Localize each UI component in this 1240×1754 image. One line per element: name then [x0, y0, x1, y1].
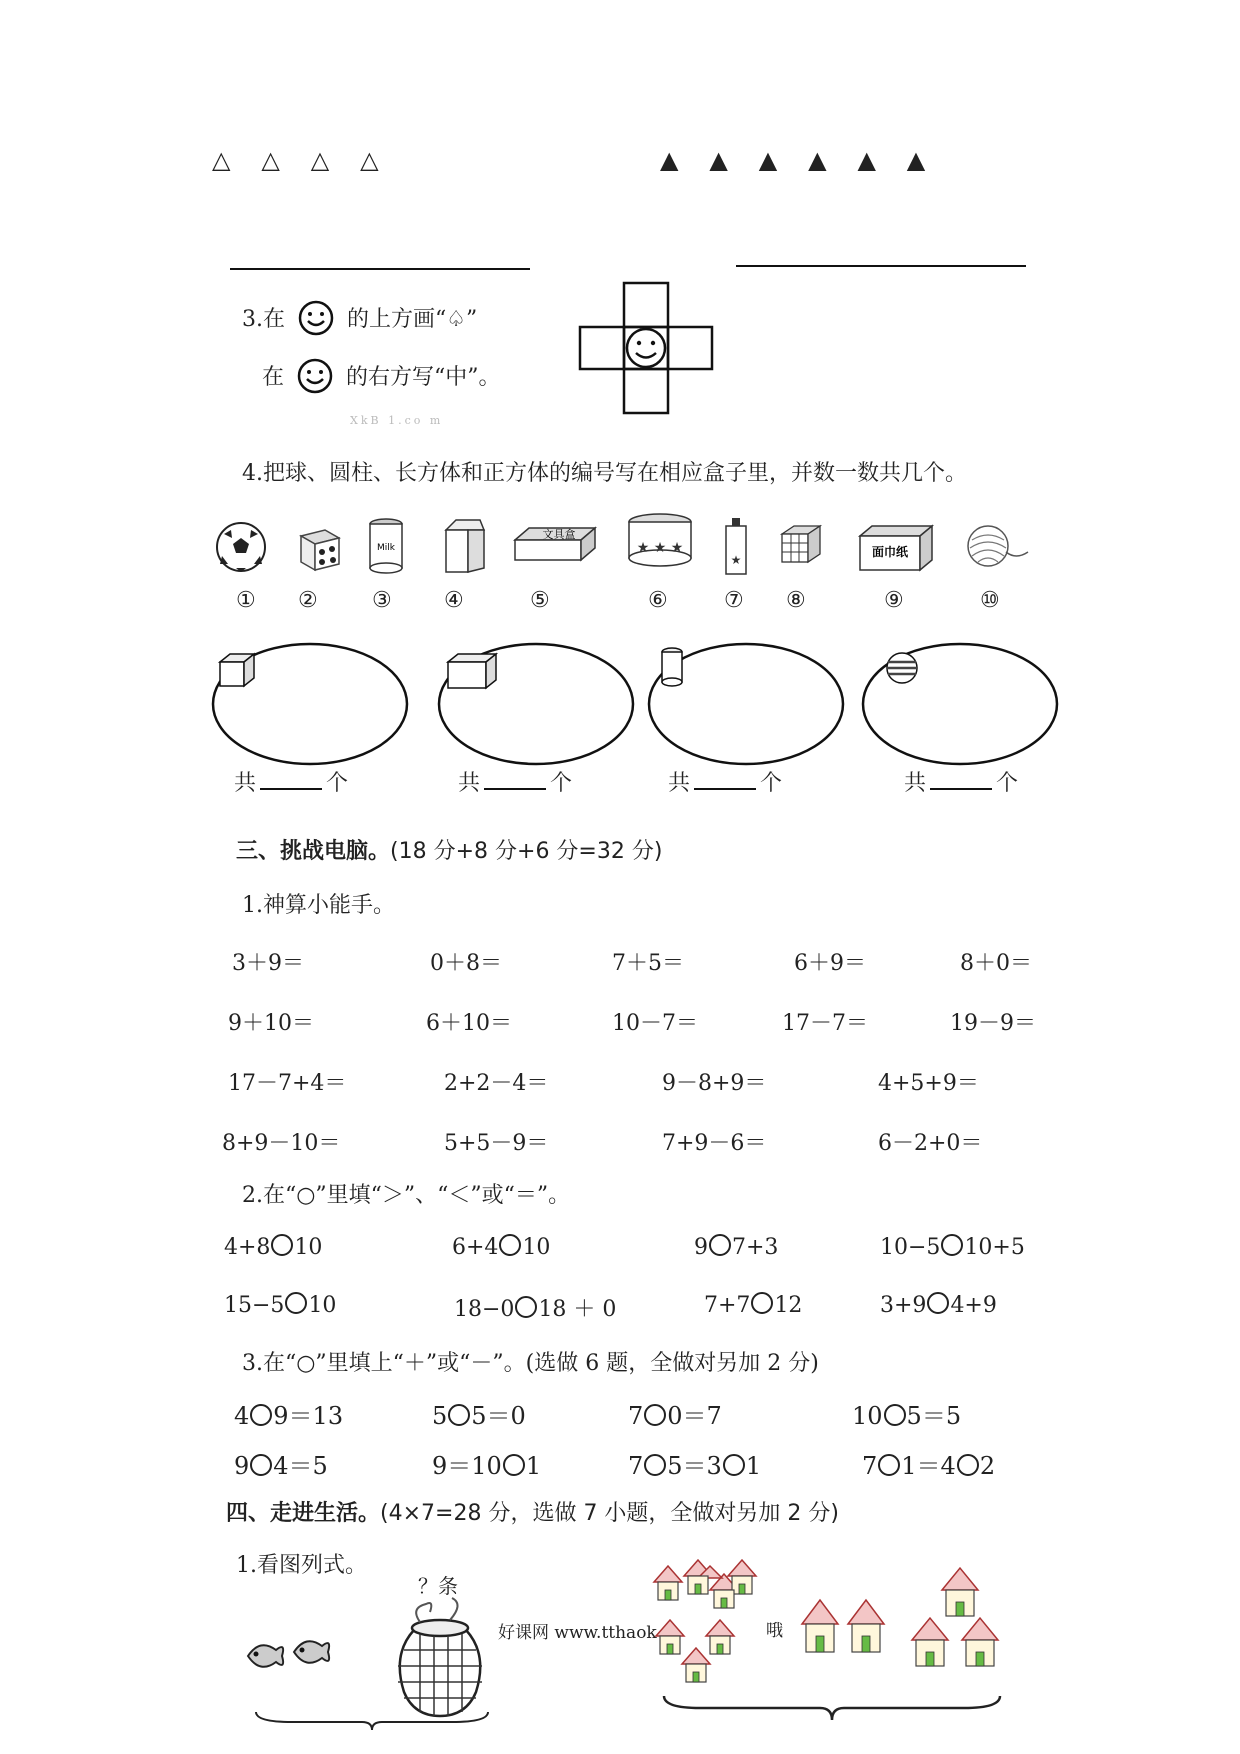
milk-label: Milk — [377, 543, 395, 553]
compare-left: 6+4 — [452, 1235, 499, 1260]
triangle-hollow: △ — [212, 146, 233, 174]
sign-item — [862, 1446, 995, 1481]
hollow-triangles — [212, 146, 381, 174]
section3-score: (18 分+8 分+6 分=32 分) — [390, 839, 663, 864]
smiley-icon — [297, 358, 333, 394]
brace-left-group — [252, 1710, 492, 1732]
s3-q3-title — [242, 1346, 819, 1377]
blank-circle[interactable] — [884, 1404, 906, 1426]
count-blank[interactable] — [484, 770, 546, 790]
count-label — [458, 766, 572, 797]
svg-text:★ ★ ★: ★ ★ ★ — [636, 540, 684, 556]
compare-right: 10 — [294, 1235, 323, 1260]
q3-line1-prefix: 3.在 — [242, 307, 285, 332]
calc-item[interactable]: 8＋0＝ — [960, 951, 1032, 976]
blank-circle[interactable] — [448, 1404, 470, 1426]
section4-score: (4×7=28 分，选做 7 小题，全做对另加 2 分) — [380, 1501, 839, 1526]
count-prefix: 共 — [458, 771, 481, 796]
count-suffix: 个 — [760, 771, 783, 796]
sign-right: 0＝7 — [667, 1402, 722, 1430]
section3-title: 三、挑战电脑。 — [236, 839, 391, 864]
compare-right: 7+3 — [732, 1235, 779, 1260]
calc-item[interactable]: 0＋8＝ — [430, 951, 502, 976]
sign-right: 1 — [745, 1452, 762, 1480]
calc-item[interactable]: 17－7＝ — [782, 1011, 868, 1036]
cuboid-box-ellipse[interactable] — [436, 638, 636, 768]
milk-carton-icon — [440, 516, 488, 576]
count-blank[interactable] — [694, 770, 756, 790]
calc-item[interactable]: 5+5－9＝ — [444, 1131, 549, 1156]
compare-item — [694, 1234, 778, 1260]
sign-right: 5＝0 — [471, 1402, 526, 1430]
compare-right: 18 ＋ 0 — [538, 1297, 617, 1322]
soccer-ball-icon — [214, 520, 268, 574]
smiley-icon — [298, 300, 334, 336]
item-number: ③ — [372, 588, 392, 613]
rubiks-cube-icon — [778, 522, 824, 568]
blank-circle[interactable] — [271, 1234, 293, 1256]
sign-right: 9＝13 — [273, 1402, 344, 1430]
calc-item[interactable]: 2+2－4＝ — [444, 1071, 549, 1096]
house-group-middle — [800, 1594, 900, 1664]
blank-circle[interactable] — [723, 1454, 745, 1476]
cylinder-box-icon — [625, 512, 695, 572]
compare-right: 10 — [308, 1293, 337, 1318]
blank-circle[interactable] — [250, 1404, 272, 1426]
count-blank[interactable] — [260, 770, 322, 790]
blank-circle[interactable] — [285, 1292, 307, 1314]
section3-heading — [236, 834, 662, 865]
s3-q2-title: 2.在“○”里填“＞”、“＜”或“＝”。 — [242, 1183, 571, 1208]
house-group-right — [908, 1568, 1008, 1678]
s3-q1-title: 1.神算小能手。 — [242, 893, 395, 918]
triangle-hollow: △ — [261, 146, 282, 174]
item-number: ① — [236, 588, 256, 613]
calc-item[interactable]: 9－8+9＝ — [662, 1071, 767, 1096]
triangle-hollow: △ — [360, 146, 381, 174]
compare-left: 10−5 — [880, 1235, 941, 1260]
q4-title: 4.把球、圆柱、长方体和正方体的编号写在相应盒子里，并数一数共几个。 — [242, 461, 967, 486]
cylinder-box-ellipse[interactable] — [646, 638, 846, 768]
count-label — [234, 766, 348, 797]
tissue-box-icon — [856, 522, 936, 574]
count-prefix: 共 — [234, 771, 257, 796]
q3-line2 — [262, 358, 501, 394]
blank-circle[interactable] — [644, 1454, 666, 1476]
triangle-filled: ▲ — [857, 146, 878, 174]
compare-item — [880, 1292, 997, 1318]
blank-circle[interactable] — [515, 1296, 537, 1318]
triangle-filled: ▲ — [660, 146, 681, 174]
tissue-box-label: 面巾纸 — [871, 545, 909, 559]
calc-item[interactable]: 7+9－6＝ — [662, 1131, 767, 1156]
count-suffix: 个 — [550, 771, 573, 796]
pencil-box-icon — [511, 524, 597, 574]
s4-q1-title: 1.看图列式。 — [236, 1553, 367, 1578]
compare-item — [704, 1292, 802, 1318]
sign-item — [234, 1446, 328, 1481]
count-label — [904, 766, 1018, 797]
sign-left: 4 — [234, 1402, 250, 1430]
compare-right: 12 — [774, 1293, 803, 1318]
pencil-box-label: 文具盒 — [542, 528, 576, 541]
count-blank[interactable] — [930, 770, 992, 790]
sign-left: 7 — [628, 1452, 644, 1480]
calc-item[interactable]: 6＋9＝ — [794, 951, 866, 976]
calc-item[interactable]: 6－2+0＝ — [878, 1131, 983, 1156]
q3-line2-prefix: 在 — [262, 365, 285, 390]
s3-q3-title-text: 3.在“○”里填上“＋”或“－”。(选做 6 题，全做对另加 2 分) — [242, 1351, 819, 1376]
triangle-filled: ▲ — [808, 146, 829, 174]
calc-item[interactable]: 19－9＝ — [950, 1011, 1036, 1036]
calc-item[interactable]: 9＋10＝ — [228, 1011, 314, 1036]
sign-mid: 5＝3 — [667, 1452, 722, 1480]
compare-right: 10 — [522, 1235, 551, 1260]
calc-item[interactable]: 8+9－10＝ — [222, 1131, 341, 1156]
compare-right: 10+5 — [964, 1235, 1025, 1260]
brace-right-group — [660, 1694, 1004, 1724]
compare-left: 3+9 — [880, 1293, 927, 1318]
blank-circle[interactable] — [250, 1454, 272, 1476]
calc-item[interactable]: 7＋5＝ — [612, 951, 684, 976]
compare-left: 15−5 — [224, 1293, 285, 1318]
fish-icon — [240, 1626, 350, 1686]
cross-grid[interactable] — [578, 281, 718, 415]
sign-mid: 1＝4 — [901, 1452, 956, 1480]
compare-item — [224, 1234, 322, 1260]
sign-left: 7 — [628, 1402, 644, 1430]
triangle-hollow: △ — [310, 146, 332, 174]
sign-item — [628, 1446, 761, 1481]
compare-item — [880, 1234, 1025, 1260]
calc-item[interactable]: 3＋9＝ — [232, 951, 304, 976]
sign-left: 9＝10 — [432, 1452, 502, 1480]
watermark-text: 好课网 www.tthaok — [498, 1623, 657, 1643]
blank-circle[interactable] — [644, 1404, 666, 1426]
triangle-filled: ▲ — [906, 146, 928, 174]
sign-left: 9 — [234, 1452, 250, 1480]
q3-line1 — [242, 300, 477, 336]
sphere-box-ellipse[interactable] — [860, 638, 1060, 768]
milk-can-icon — [366, 516, 406, 576]
sign-right: 5＝5 — [906, 1402, 962, 1430]
sign-left: 7 — [862, 1452, 878, 1480]
compare-left: 4+8 — [224, 1235, 271, 1260]
answer-line-right[interactable] — [736, 265, 1026, 267]
compare-item — [224, 1292, 336, 1318]
blank-circle[interactable] — [878, 1454, 900, 1476]
q3-watermark: XkB 1.co m — [350, 414, 444, 427]
blank-circle[interactable] — [503, 1454, 525, 1476]
calc-item[interactable]: 10－7＝ — [612, 1011, 698, 1036]
item-number: ⑦ — [724, 588, 744, 613]
compare-item — [452, 1234, 550, 1260]
sign-right: 4＝5 — [273, 1452, 328, 1480]
site-watermark — [498, 1618, 657, 1643]
sign-right: 1 — [525, 1452, 542, 1480]
house-group-left — [650, 1560, 770, 1700]
battery-icon — [721, 516, 751, 578]
dice-icon — [295, 524, 345, 574]
count-prefix: 共 — [668, 771, 691, 796]
blank-circle[interactable] — [709, 1234, 731, 1256]
item-number: ⑧ — [786, 588, 806, 613]
calc-item[interactable]: 4+5+9＝ — [878, 1071, 979, 1096]
item-number: ⑨ — [884, 588, 904, 613]
item-number: ④ — [444, 588, 464, 613]
blank-circle[interactable] — [957, 1454, 979, 1476]
sign-item — [628, 1396, 722, 1431]
sign-item — [432, 1446, 541, 1481]
sign-item — [432, 1396, 526, 1431]
triangle-filled: ▲ — [709, 146, 730, 174]
item-number: ⑤ — [530, 588, 550, 613]
sign-item — [234, 1396, 343, 1431]
blank-circle[interactable] — [499, 1234, 521, 1256]
item-number: ⑩ — [980, 588, 1000, 613]
item-number: ② — [298, 588, 318, 613]
sign-right: 2 — [979, 1452, 996, 1480]
compare-right: 4+9 — [950, 1293, 997, 1318]
blank-circle[interactable] — [751, 1292, 773, 1314]
sign-item — [852, 1396, 961, 1431]
question-label: ？条 — [418, 1574, 458, 1598]
section4-title: 四、走进生活。 — [226, 1501, 381, 1526]
svg-text:★: ★ — [730, 553, 742, 567]
watermark-tail: 哦 — [766, 1621, 783, 1641]
answer-line-left[interactable] — [230, 268, 530, 270]
compare-left: 7+7 — [704, 1293, 751, 1318]
count-label — [668, 766, 782, 797]
count-prefix: 共 — [904, 771, 927, 796]
blank-circle[interactable] — [941, 1234, 963, 1256]
sign-left: 5 — [432, 1402, 448, 1430]
fish-jar-icon — [390, 1594, 490, 1722]
yarn-ball-icon — [962, 522, 1032, 572]
count-suffix: 个 — [326, 771, 349, 796]
calc-item[interactable]: 6＋10＝ — [426, 1011, 512, 1036]
q3-line1-suffix: 的上方画“♤” — [347, 307, 478, 332]
compare-left: 9 — [694, 1235, 708, 1260]
blank-circle[interactable] — [927, 1292, 949, 1314]
q3-line2-suffix: 的右方写“中”。 — [346, 365, 501, 390]
calc-item[interactable]: 17－7+4＝ — [228, 1071, 347, 1096]
section4-heading — [226, 1496, 839, 1527]
triangle-filled: ▲ — [758, 146, 780, 174]
item-number: ⑥ — [648, 588, 668, 613]
compare-item — [454, 1292, 616, 1323]
cube-box-ellipse[interactable] — [210, 638, 410, 768]
count-suffix: 个 — [996, 771, 1019, 796]
compare-left: 18−0 — [454, 1297, 515, 1322]
filled-triangles — [660, 146, 927, 174]
sign-left: 10 — [852, 1402, 883, 1430]
